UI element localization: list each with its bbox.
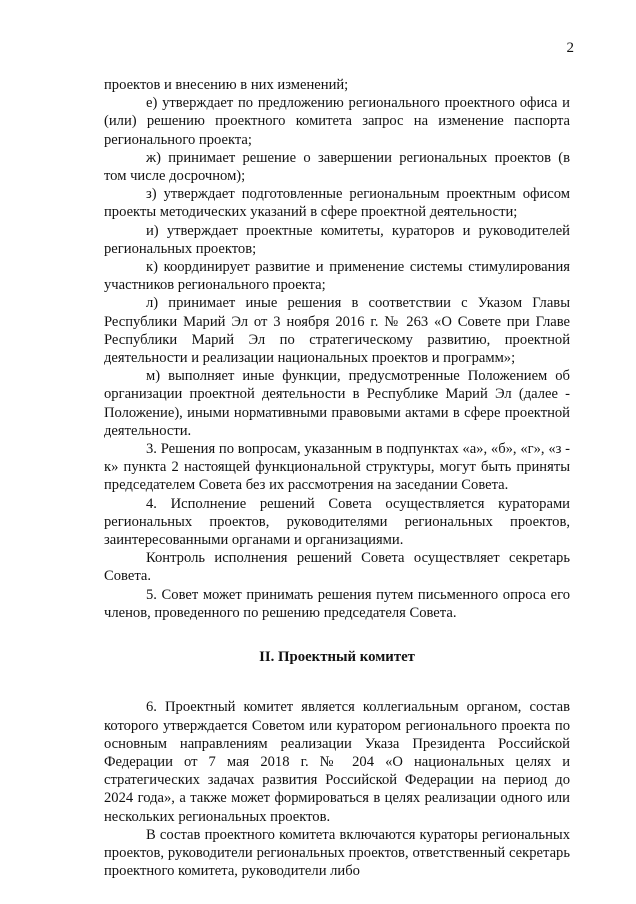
paragraph-5: 5. Совет может принимать решения путем письменного опроса его членов, проведенного по решению председателя Совета. [104, 586, 570, 621]
paragraph-item-m: м) выполняет иные функции, предусмотренные Положением об организации проектной деятельности в Республике Марий Эл (далее - Положение), иными нормативными правовыми актами в сфере проектной деятельности. [104, 368, 570, 439]
paragraph-item-k: к) координирует развитие и применение системы стимулирования участников регионального проекта; [104, 259, 570, 294]
paragraph-4: 4. Исполнение решений Совета осуществляется кураторами региональных проектов, руководителями региональных проектов, заинтересованными органами и организациями. [104, 495, 570, 549]
section-heading: II. Проектный комитет [259, 649, 415, 666]
paragraph-item-zh: ж) принимает решение о завершении региональных проектов (в том числе досрочном); [104, 149, 570, 185]
paragraph-composition: В состав проектного комитета включаются кураторы региональных проектов, руководители региональных проектов, ответственный секретарь проектного комитета, руководители либо [104, 826, 570, 880]
page-number: 2 [566, 40, 574, 56]
paragraph-item-e: е) утверждает по предложению регионального проектного офиса и (или) решению проектного комитета запрос на изменение паспорта регионального проекта; [104, 95, 570, 148]
paragraph-continuation: проектов и внесению в них изменений; [104, 77, 349, 93]
document-body [104, 76, 570, 880]
paragraph-6: 6. Проектный комитет является коллегиальным органом, состав которого утверждается Советом или куратором регионального проекта по основным направлениям реализации Указа Президента Российской Федерации от 7 мая 2018 г. № 204 «О национальных целях и стратегических задачах развития Российской Федерации на период до 2024 года», а также может формироваться в целях реализации одного или нескольких региональных проектов. [104, 699, 570, 825]
paragraph-control: Контроль исполнения решений Совета осуществляет секретарь Совета. [104, 550, 570, 585]
paragraph-item-z: з) утверждает подготовленные региональным проектным офисом проекты методических указаний в сфере проектной деятельности; [104, 186, 570, 221]
paragraph-item-l: л) принимает иные решения в соответствии с Указом Главы Республики Марий Эл от 3 ноября 2016 г. № 263 «О Совете при Главе Республики Марий Эл по стратегическому развитию, проектной деятельности и реализации национальных проектов и программ»; [104, 295, 570, 367]
paragraph-3: 3. Решения по вопросам, указанным в подпунктах «а», «б», «г», «з - к» пункта 2 настоящей функциональной структуры, могут быть приняты председателем Совета без их рассмотрения на заседании Совета. [104, 441, 570, 494]
paragraph-item-i: и) утверждает проектные комитеты, кураторов и руководителей региональных проектов; [104, 222, 570, 257]
